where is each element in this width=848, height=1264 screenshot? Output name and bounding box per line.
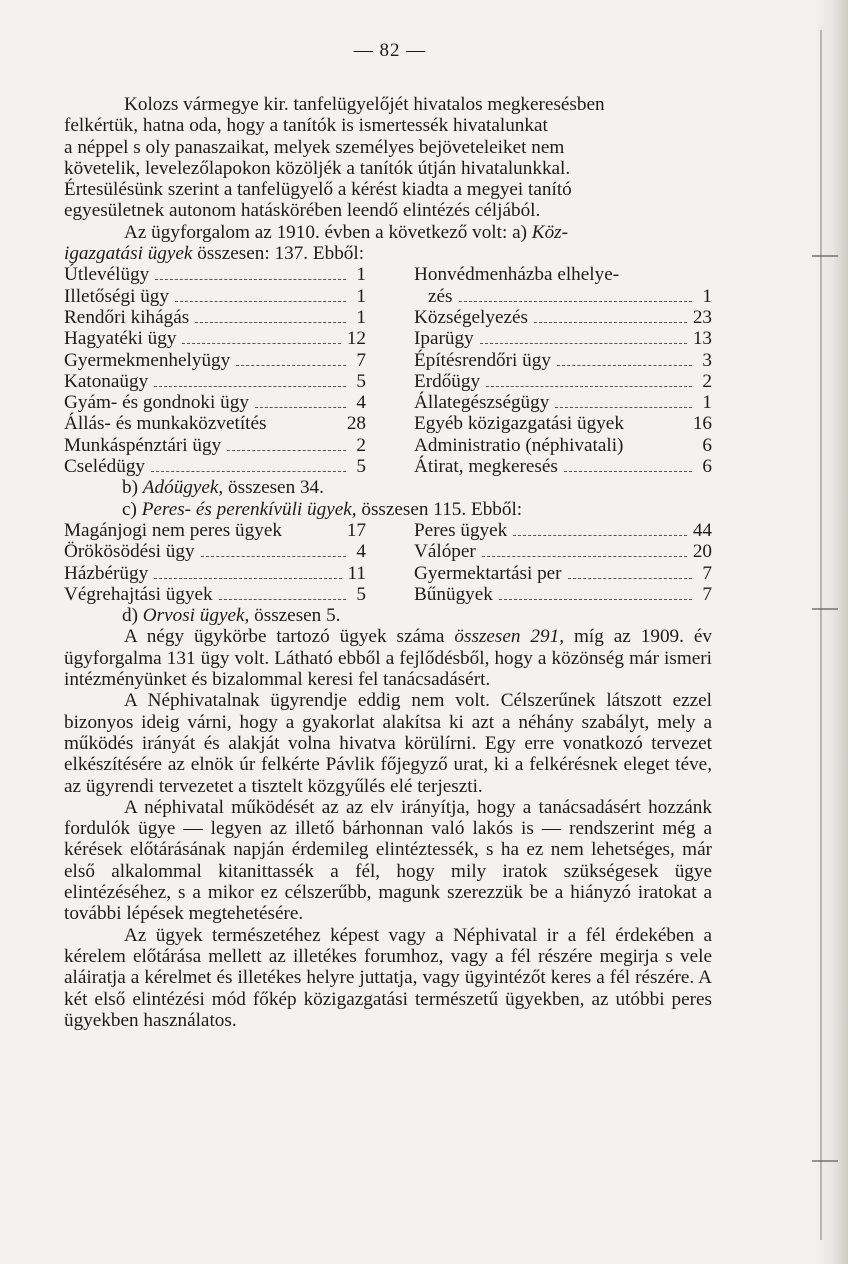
list-item: Magánjogi nem peres ügyek 17 — [64, 519, 366, 541]
text-line: felkértük, hatna oda, hogy a tanítók is ismertessék hivatalunkat — [64, 115, 548, 137]
list-item: Illetőségi ügy 1 — [64, 285, 366, 307]
list-item: Hagyatéki ügy 12 — [64, 328, 366, 350]
list-item: Rendőri kihágás 1 — [64, 306, 366, 328]
summary-total: összesen 291, — [454, 626, 565, 648]
page-edge-line — [820, 30, 822, 1240]
legal-cases-table — [64, 520, 712, 605]
list-item: Gyám- és gondnoki ügy 4 — [64, 392, 366, 414]
admin-cases-right — [414, 264, 712, 477]
list-item: Bűnügyek 7 — [414, 583, 712, 605]
list-item: Munkáspénztári ügy 2 — [64, 434, 366, 456]
list-item: Állategészségügy 1 — [414, 392, 712, 414]
list-item: Állás- és munkaközvetítés 28 — [64, 413, 366, 435]
list-item: Erdőügy 2 — [414, 370, 712, 392]
list-item: Katonaügy 5 — [64, 370, 366, 392]
list-item: Válóper 20 — [414, 541, 712, 563]
section-a-title-part1: Köz- — [531, 221, 569, 243]
section-a-total: összesen: 137. Ebből: — [197, 243, 365, 265]
admin-cases-left — [64, 264, 366, 477]
edge-mark — [812, 1160, 838, 1162]
page-number: — 82 — — [353, 40, 427, 61]
procedure-paragraph: Az ügyek természetéhez képest vagy a Néphivatal ir a fél érdekében a kérelem előtárása mellett az illetékes forumhoz, vagy a fél részére megirja s vele aláiratja a kérelmet és illetékes helyre juttatja, vagy ügyintézőt keres a fél részére. A két első elintézési mód főkép közigazgatási természetű ügyekben, az utóbbi peres ügyekben használatos. — [64, 924, 712, 1031]
edge-mark — [812, 255, 838, 257]
list-item: Honvédmenházba elhelye- — [414, 264, 620, 286]
section-b-title: Adóügyek, — [142, 477, 224, 499]
section-a-title-part2: igazgatási ügyek — [64, 243, 193, 265]
list-item: Gyermektartási per 7 — [414, 562, 712, 584]
summary-paragraph: A négy ügykörbe tartozó ügyek száma összesen 291, míg az 1909. év ügyforgalma 131 ügy volt. Látható ebből a fejlődésből, hogy a közönség már ismeri intézményünket és bizalommal keresi fel tanácsadásért. — [64, 626, 712, 691]
principle-paragraph: A néphivatal működését az az elv irányítja, hogy a tanácsadásért hozzánk fordulók ügye — legyen az illető bárhonnan való lakós is — rendszerint még a kérések előtárásának napján érdemileg elintéztessék, s ha ez nem lehetséges, már első alkalommal kitanittassék a fél, hogy mily iratok szükségesek ügye elintézéséhez, s a mikor ez célszerűbb, magunk szerezzük be a hiányzó iratokat a további lépések megtehetésére. — [64, 796, 712, 925]
list-item: Átirat, megkeresés 6 — [414, 456, 712, 478]
legal-cases-right — [414, 520, 712, 605]
list-item: Egyéb közigazgatási ügyek 16 — [414, 413, 712, 435]
section-b-heading: b) Adóügyek, összesen 34. — [122, 477, 324, 499]
text-line: Kolozs vármegye kir. tanfelügyelőjét hivatalos megkeresésben — [124, 94, 605, 115]
section-c-total: összesen 115. Ebből: — [361, 498, 523, 520]
admin-cases-table — [64, 264, 712, 477]
list-item: Iparügy 13 — [414, 328, 712, 350]
intro-paragraph — [64, 94, 712, 222]
list-item: Végrehajtási ügyek 5 — [64, 583, 366, 605]
list-item: Útlevélügy 1 — [64, 264, 366, 286]
list-item: Örökösödési ügy 4 — [64, 541, 366, 563]
list-item: Házbérügy 11 — [64, 562, 366, 584]
traffic-intro: Az ügyforgalom az 1910. évben a következő volt: a) — [124, 221, 527, 243]
section-c-heading: c) Peres- és perenkívüli ügyek, összesen 115. Ebből: — [122, 498, 523, 520]
list-item: zés 1 — [428, 285, 712, 307]
text-line: a néppel s oly panaszaikat, melyek személyes bejöveteleiket nem — [64, 136, 565, 158]
list-item: Peres ügyek 44 — [414, 519, 712, 541]
section-c-title: Peres- és perenkívüli ügyek, — [141, 498, 357, 520]
section-a-heading — [64, 243, 712, 264]
list-item: Cselédügy 5 — [64, 456, 366, 478]
list-item: Administratio (néphivatali) 6 — [414, 434, 712, 456]
list-item: Gyermekmenhelyügy 7 — [64, 349, 366, 371]
text-line: követelik, levelezőlapokon közöljék a tanítók útján hivatalunkkal. — [64, 157, 571, 179]
page-body — [64, 94, 712, 1031]
legal-cases-left — [64, 520, 366, 605]
traffic-heading — [64, 222, 712, 243]
section-d-title: Orvosi ügyek, — [142, 605, 250, 627]
list-item: Községelyezés 23 — [414, 306, 712, 328]
section-b-total: összesen 34. — [228, 477, 324, 499]
edge-mark — [812, 608, 838, 610]
section-d-heading: d) Orvosi ügyek, összesen 5. — [122, 605, 341, 627]
text-line: Értesülésünk szerint a tanfelügyelő a kérést kiadta a megyei tanító — [64, 179, 572, 201]
section-d-total: összesen 5. — [254, 605, 341, 627]
rules-paragraph: A Néphivatalnak ügyrendje eddig nem volt. Célszerűnek látszott ezzel bizonyos ideig várni, hogy a gyakorlat alakítsa ki azt a néhány szabályt, mely a működés irányát és alakját volna hivatva körülírni. Egy erre vonatkozó tervezet elkészítésére az elnök úr felkérte Pávlik főjegyző urat, ki a felkérésnek eleget téve, az ügyrendi tervezetet a tisztelt közgyűlés elé terjeszti. — [64, 690, 712, 797]
text-line: egyesületnek autonom hatáskörében leendő elintézés céljából. — [64, 200, 541, 222]
list-item: Építésrendőri ügy 3 — [414, 349, 712, 371]
